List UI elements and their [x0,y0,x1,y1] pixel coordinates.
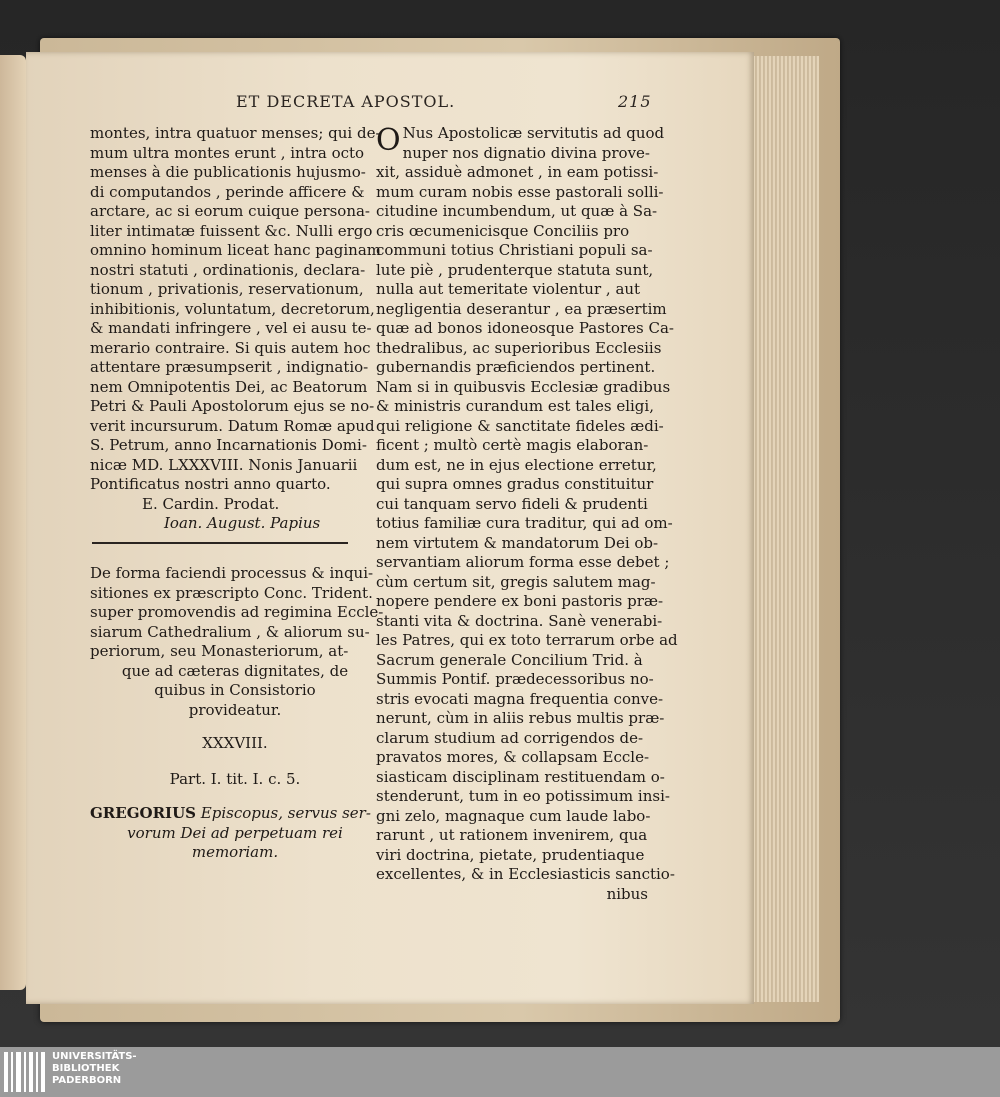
bull-opening [90,804,380,863]
logo-line: BIBLIOTHEK [52,1063,120,1074]
text-line: nostri statuti , ordinationis, declara- [90,260,366,279]
text-line: Pontificatus nostri anno quarto. [90,475,331,493]
text-line: totius familiæ cura traditur, qui ad om- [376,514,673,532]
text-line: servantiam aliorum forma esse debet ; [376,553,670,571]
logo-line: PADERBORN [52,1075,122,1086]
text-line: thedralibus, ac superioribus Ecclesiis [376,338,662,357]
text-line: Summis Pontif. prædecessoribus no- [376,670,654,688]
text-line: stenderunt, tum in eo potissimum insi- [376,787,670,805]
section-summary [90,564,384,720]
text-line: & ministris curandum est tales eligi, [376,397,654,415]
text-line: & mandati infringere , vel ei ausu te- [90,319,372,337]
text-line: qui supra omnes gradus constituitur [376,475,654,493]
section-number: XXXVIII. [202,734,268,752]
text-line: mum curam nobis esse pastorali solli- [376,182,664,201]
text-line: tionum , privationis, reservationum, [90,280,364,298]
text-line: nem virtutem & mandatorum Dei ob- [376,533,659,552]
text-line: stris evocati magna frequentia conve- [376,689,664,708]
summary-line: que ad cæteras dignitates, de [121,661,349,680]
library-logo-text [52,1051,137,1087]
text-line: nulla aut temeritate violentur , aut [376,280,641,298]
text-line: lute piè , prudenterque statuta sunt, [376,260,654,279]
text-line: arctare, ac si eorum cuique persona- [90,202,370,220]
text-line: nopere pendere ex boni pastoris præ- [376,592,664,610]
summary-line: quibus in Consistorio [154,681,316,699]
text-line: rarunt , ut rationem invenirem, qua [376,826,648,844]
facing-page-edge [0,55,26,990]
right-column [376,123,678,904]
text-line: les Patres, qui ex toto terrarum orbe ad [376,631,678,649]
page-stack-edge [752,56,819,1002]
logo-line: UNIVERSITÄTS- [52,1051,137,1062]
text-line: omnino hominum liceat hanc paginam [90,241,382,259]
bull-title-line: vorum Dei ad perpetuam rei [127,823,343,842]
text-line: nuper nos dignatio divina prove- [402,143,650,162]
left-column [90,124,382,534]
text-line: Petri & Pauli Apostolorum ejus se no- [90,397,375,415]
bull-title-line: Episcopus, servus ser- [200,804,371,822]
part-reference: Part. I. tit. I. c. 5. [169,770,301,788]
page-number: 215 [618,92,652,111]
section-divider [92,542,348,544]
text-line: nem Omnipotentis Dei, ac Beatorum [90,377,368,396]
summary-line: periorum, seu Monasteriorum, at- [90,642,349,660]
drop-cap: O [376,123,401,158]
bull-title-line: memoriam. [191,843,279,861]
summary-line: sitiones ex præscripto Conc. Trident. [90,583,373,602]
text-line: attentare præsumpserit , indignatio- [90,358,369,376]
summary-line: super promovendis ad regimina Eccle- [90,603,384,621]
library-footer [0,1047,1000,1097]
text-line: stanti vita & doctrina. Sanè venerabi- [376,611,663,630]
text-line: communi totius Christiani populi sa- [376,241,653,259]
text-line: dum est, ne in ejus electione erretur, [376,455,657,474]
text-line: ficent ; multò certè magis elaboran- [376,436,649,454]
signature-papius: Ioan. August. Papius [164,514,321,532]
text-line: cùm certum sit, gregis salutem mag- [376,572,656,591]
book-page [26,52,754,1004]
pope-name: GREGORIUS [90,804,196,822]
summary-line: De forma faciendi processus & inqui- [90,564,374,582]
text-line: clarum studium ad corrigendos de- [376,728,644,747]
running-head: ET DECRETA APOSTOL. [236,92,456,111]
signature-cardinal: E. Cardin. Prodat. [142,494,280,513]
text-line: nicæ MD. LXXXVIII. Nonis Januarii [90,455,358,474]
catchword: nibus [606,884,648,903]
text-line: excellentes, & in Ecclesiasticis sanctio- [376,865,675,883]
text-line: viri doctrina, pietate, prudentiaque [376,845,645,864]
text-line: verit incursurum. Datum Romæ apud [90,416,375,435]
text-line: Sacrum generale Concilium Trid. à [376,650,643,669]
text-line: citudine incumbendum, ut quæ à Sa- [376,202,658,220]
summary-line: siarum Cathedralium , & aliorum su- [90,622,370,641]
text-line: siasticam disciplinam restituendam o- [376,767,665,786]
text-line: inhibitionis, voluntatum, decretorum, [90,299,375,318]
text-line: xit, assiduè admonet , in eam potissi- [376,163,659,181]
text-line: quæ ad bonos idoneosque Pastores Ca- [376,319,674,337]
text-line: mum ultra montes erunt , intra octo [90,143,365,162]
text-line: nerunt, cùm in aliis rebus multis præ- [376,709,665,727]
text-line: qui religione & sanctitate fideles ædi- [376,416,664,435]
text-line: di computandos , perinde afficere & [90,182,365,201]
text-line: S. Petrum, anno Incarnationis Domi- [90,436,367,454]
page-header [26,92,754,122]
summary-line: provideatur. [188,700,282,719]
text-line: Nus Apostolicæ servitutis ad quod [402,124,665,142]
text-line: gni zelo, magnaque cum laude labo- [376,806,651,825]
text-line: pravatos mores, & collapsam Eccle- [376,748,650,766]
text-line: negligentia deserantur , ea præsertim [376,299,667,318]
text-line: Nam si in quibusvis Ecclesiæ gradibus [376,377,671,396]
library-barcode-logo-icon [4,1052,48,1092]
text-line: cui tanquam servo fideli & prudenti [376,494,648,513]
text-line: merario contraire. Si quis autem hoc [90,338,371,357]
text-line: montes, intra quatuor menses; qui de- [90,124,381,142]
text-line: menses à die publicationis hujusmo- [90,163,366,181]
text-line: liter intimatæ fuissent &c. Nulli ergo [90,221,373,240]
text-line: cris œcumenicisque Conciliis pro [376,221,630,240]
text-line: gubernandis præficiendos pertinent. [376,358,656,376]
